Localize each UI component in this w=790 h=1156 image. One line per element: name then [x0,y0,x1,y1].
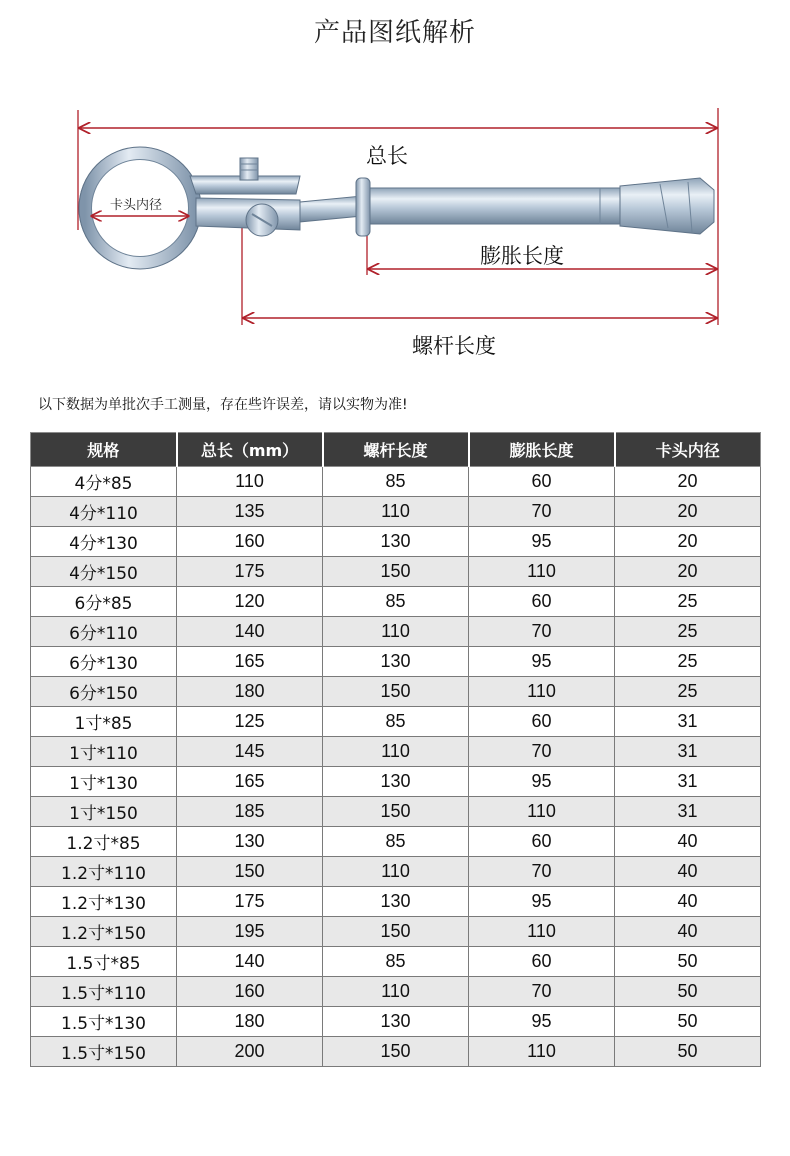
table-cell: 85 [323,827,469,857]
table-cell: 110 [469,557,615,587]
table-cell: 125 [177,707,323,737]
table-cell: 140 [177,617,323,647]
table-cell: 50 [615,1037,761,1067]
table-cell: 95 [469,767,615,797]
table-row [31,797,761,827]
table-row [31,737,761,767]
table-cell: 130 [323,527,469,557]
table-cell: 60 [469,587,615,617]
table-cell: 150 [323,917,469,947]
table-cell-spec: 6分*85 [31,587,177,617]
table-row [31,1037,761,1067]
table-cell: 145 [177,737,323,767]
table-cell: 160 [177,527,323,557]
table-cell: 50 [615,1007,761,1037]
table-cell-spec: 1.5寸*110 [31,977,177,1007]
table-cell: 110 [323,977,469,1007]
header-expansion-length: 膨胀长度 [469,433,615,467]
header-clamp-diameter: 卡头内径 [615,433,761,467]
screw-length-label: 螺杆长度 [412,334,496,358]
table-cell: 110 [323,857,469,887]
table-header-row [31,433,761,467]
table-cell: 40 [615,857,761,887]
table-cell-spec: 1.2寸*150 [31,917,177,947]
table-cell: 110 [469,1037,615,1067]
table-cell: 110 [469,677,615,707]
table-cell: 130 [323,767,469,797]
table-cell: 70 [469,497,615,527]
table-cell: 110 [323,617,469,647]
table-cell: 110 [323,737,469,767]
table-cell: 120 [177,587,323,617]
table-cell: 150 [323,1037,469,1067]
table-cell: 135 [177,497,323,527]
table-cell: 160 [177,977,323,1007]
table-cell: 25 [615,587,761,617]
table-cell: 31 [615,737,761,767]
table-cell: 150 [323,557,469,587]
table-cell: 175 [177,887,323,917]
table-row [31,977,761,1007]
table-cell: 31 [615,767,761,797]
table-cell-spec: 1.2寸*85 [31,827,177,857]
table-cell: 110 [177,467,323,497]
table-cell-spec: 4分*85 [31,467,177,497]
table-cell: 31 [615,797,761,827]
table-cell-spec: 1.5寸*150 [31,1037,177,1067]
table-cell: 95 [469,647,615,677]
table-cell: 40 [615,827,761,857]
table-cell-spec: 1.5寸*85 [31,947,177,977]
table-cell: 130 [177,827,323,857]
table-cell: 165 [177,647,323,677]
table-cell: 95 [469,887,615,917]
table-cell: 25 [615,647,761,677]
table-cell-spec: 1寸*150 [31,797,177,827]
expansion-cone [620,178,714,234]
table-row [31,647,761,677]
table-cell-spec: 6分*110 [31,617,177,647]
table-cell-spec: 1.2寸*110 [31,857,177,887]
table-cell: 85 [323,587,469,617]
expansion-length-label: 膨胀长度 [480,244,564,268]
page-title: 产品图纸解析 [313,18,476,48]
table-cell: 40 [615,917,761,947]
table-cell: 110 [323,497,469,527]
clamp-inner-diameter-label: 卡头内径 [108,194,164,213]
table-cell-spec: 6分*130 [31,647,177,677]
table-row [31,827,761,857]
table-cell: 110 [469,917,615,947]
table-cell: 85 [323,467,469,497]
table-cell: 70 [469,617,615,647]
table-cell: 130 [323,647,469,677]
table-cell-spec: 1寸*130 [31,767,177,797]
table-cell: 180 [177,677,323,707]
table-cell: 85 [323,707,469,737]
table-cell: 150 [177,857,323,887]
table-cell-spec: 1寸*110 [31,737,177,767]
table-cell: 185 [177,797,323,827]
product-drawing [0,90,790,380]
table-cell-spec: 6分*150 [31,677,177,707]
table-cell-spec: 1.2寸*130 [31,887,177,917]
table-row [31,617,761,647]
measurement-note: 以下数据为单批次手工测量，存在些许误差，请以实物为准! [38,397,408,413]
table-cell: 195 [177,917,323,947]
table-cell: 20 [615,527,761,557]
table-cell: 40 [615,887,761,917]
table-cell-spec: 4分*150 [31,557,177,587]
header-screw-length: 螺杆长度 [323,433,469,467]
table-cell: 50 [615,947,761,977]
table-cell: 25 [615,617,761,647]
table-row [31,707,761,737]
table-cell: 60 [469,467,615,497]
threaded-rod [300,196,362,222]
total-length-label: 总长 [366,144,408,168]
table-cell: 31 [615,707,761,737]
table-cell: 70 [469,857,615,887]
table-row [31,557,761,587]
table-cell: 20 [615,467,761,497]
table-cell: 130 [323,887,469,917]
table-row [31,887,761,917]
table-cell: 95 [469,1007,615,1037]
table-row [31,677,761,707]
table-cell: 180 [177,1007,323,1037]
table-cell: 85 [323,947,469,977]
table-cell: 165 [177,767,323,797]
table-cell: 150 [323,797,469,827]
table-cell: 60 [469,947,615,977]
table-cell: 95 [469,527,615,557]
table-cell: 130 [323,1007,469,1037]
table-cell: 60 [469,827,615,857]
table-cell: 50 [615,977,761,1007]
table-cell-spec: 1寸*85 [31,707,177,737]
table-cell: 150 [323,677,469,707]
product-diagram [0,90,790,380]
table-cell-spec: 4分*130 [31,527,177,557]
table-cell: 70 [469,737,615,767]
header-total-length: 总长（mm） [177,433,323,467]
table-cell-spec: 4分*110 [31,497,177,527]
rod-collar [356,178,370,236]
table-cell: 110 [469,797,615,827]
spec-table [30,432,761,1067]
table-cell: 200 [177,1037,323,1067]
table-cell: 70 [469,977,615,1007]
table-row [31,527,761,557]
table-row [31,857,761,887]
table-row [31,587,761,617]
table-cell: 20 [615,497,761,527]
table-cell: 140 [177,947,323,977]
table-cell: 20 [615,557,761,587]
table-row [31,767,761,797]
table-cell: 60 [469,707,615,737]
table-cell: 25 [615,677,761,707]
header-spec: 规格 [31,433,177,467]
table-row [31,917,761,947]
table-row [31,497,761,527]
table-cell-spec: 1.5寸*130 [31,1007,177,1037]
table-cell: 175 [177,557,323,587]
table-row [31,947,761,977]
table-row [31,1007,761,1037]
table-row [31,467,761,497]
